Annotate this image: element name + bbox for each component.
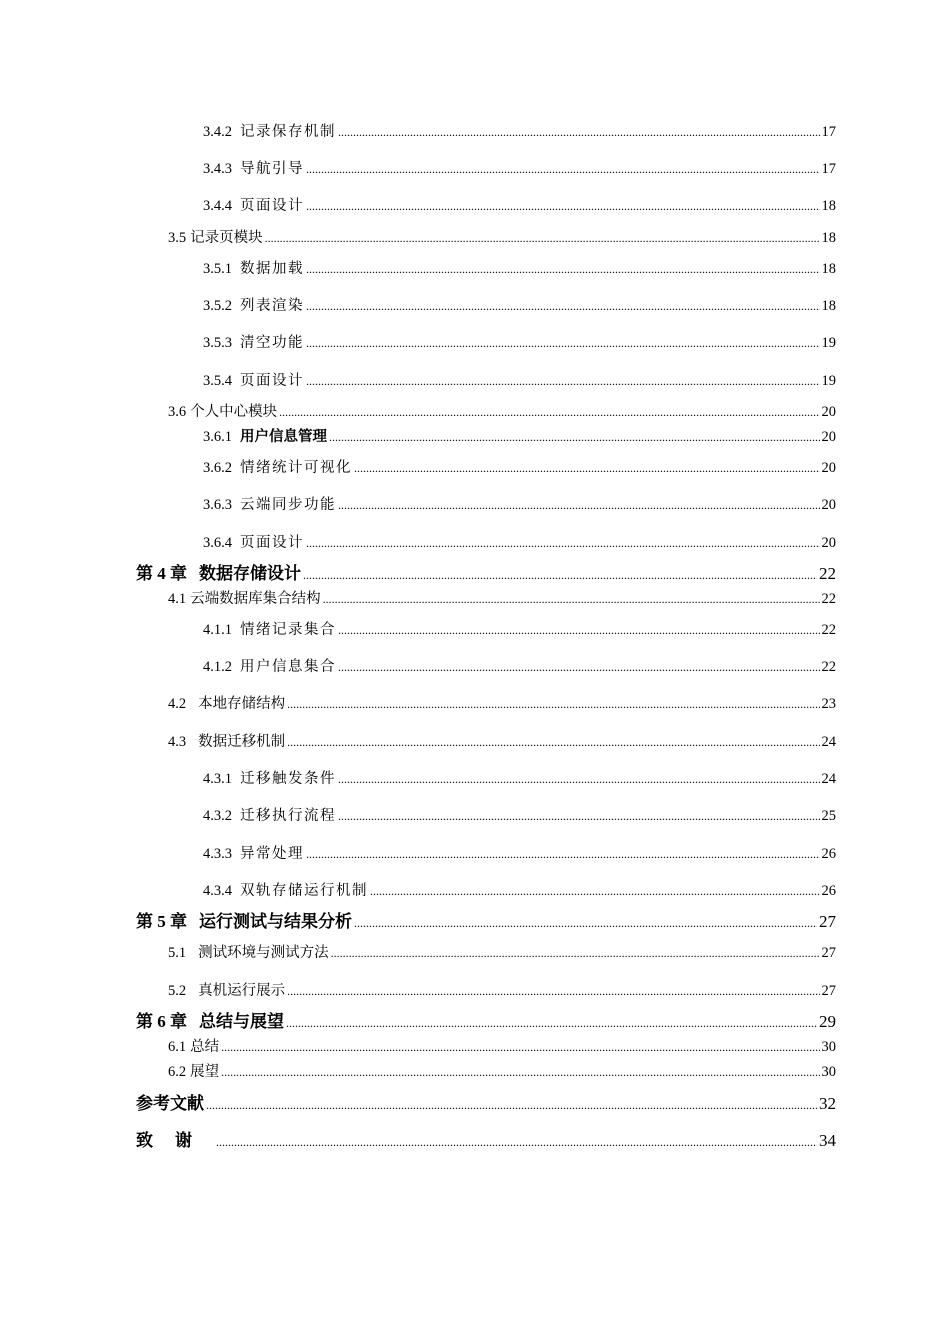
toc-leader-dots	[354, 459, 820, 477]
toc-number: 4.1.2	[203, 659, 232, 675]
toc-entry-3-5-4[interactable]	[203, 372, 836, 390]
toc-number: 4.3.3	[203, 846, 232, 862]
toc-page-number: 27	[821, 945, 836, 961]
toc-entry-4-3-2[interactable]	[203, 807, 836, 825]
toc-number: 第 5 章	[136, 912, 187, 931]
toc-entry-references[interactable]	[136, 1094, 836, 1115]
toc-page-number: 20	[821, 404, 836, 420]
toc-page-number: 30	[821, 1064, 836, 1080]
toc-entry-3-5-2[interactable]	[203, 297, 836, 315]
toc-number: 3.5.1	[203, 261, 232, 277]
toc-entry-4-3[interactable]	[168, 733, 836, 751]
toc-page-number: 19	[821, 335, 836, 351]
toc-leader-dots	[287, 733, 819, 751]
toc-title: 页面设计	[240, 198, 304, 214]
toc-page-number: 32	[819, 1094, 836, 1113]
toc-page-number: 22	[821, 591, 836, 607]
toc-leader-dots	[338, 770, 820, 788]
toc-entry-3-4-2[interactable]	[203, 123, 836, 141]
toc-page-number: 26	[821, 883, 836, 899]
toc-entry-4-3-1[interactable]	[203, 770, 836, 788]
toc-title: 页面设计	[240, 373, 304, 389]
toc-leader-dots	[306, 845, 820, 863]
toc-number: 3.6	[168, 404, 187, 420]
toc-number: 3.5	[168, 230, 187, 246]
toc-number: 3.4.4	[203, 198, 232, 214]
toc-entry-3-6-1[interactable]	[203, 428, 836, 446]
toc-leader-dots	[354, 913, 817, 933]
toc-page-number: 26	[821, 846, 836, 862]
toc-title: 情绪记录集合	[240, 622, 336, 638]
toc-leader-dots	[338, 807, 820, 825]
toc-title: 页面设计	[240, 535, 304, 551]
toc-entry-4-1[interactable]	[168, 590, 836, 608]
toc-entry-3-6[interactable]	[168, 403, 836, 421]
toc-title: 总结与展望	[199, 1012, 284, 1031]
toc-page-number: 20	[821, 497, 836, 513]
toc-entry-3-5-3[interactable]	[203, 334, 836, 352]
toc-title: 展望	[190, 1064, 220, 1080]
toc-page-number: 34	[819, 1131, 836, 1150]
toc-page-number: 18	[821, 261, 836, 277]
toc-number: 4.3.4	[203, 883, 232, 899]
toc-title: 数据加载	[240, 261, 304, 277]
toc-number: 5.2	[168, 983, 187, 999]
toc-title: 个人中心模块	[190, 404, 278, 420]
toc-page-number: 22	[821, 659, 836, 675]
toc-title: 运行测试与结果分析	[199, 912, 352, 931]
toc-page-number: 18	[821, 298, 836, 314]
toc-page-number: 24	[821, 771, 836, 787]
toc-number: 4.3.1	[203, 771, 232, 787]
toc-entry-3-5[interactable]	[168, 229, 836, 247]
toc-page-number: 18	[821, 230, 836, 246]
toc-leader-dots	[216, 1132, 817, 1152]
toc-leader-dots	[306, 197, 820, 215]
toc-page-number: 22	[819, 564, 836, 583]
toc-title: 测试环境与测试方法	[198, 945, 329, 961]
toc-number: 4.2	[168, 696, 187, 712]
toc-leader-dots	[338, 123, 820, 141]
toc-entry-6-2[interactable]	[168, 1063, 836, 1081]
toc-entry-5-1[interactable]	[168, 944, 836, 962]
toc-page-number: 29	[819, 1012, 836, 1031]
toc-number: 3.6.4	[203, 535, 232, 551]
toc-page-number: 25	[821, 808, 836, 824]
toc-number: 6.1	[168, 1039, 187, 1055]
toc-number: 4.1	[168, 591, 187, 607]
toc-title: 异常处理	[240, 846, 304, 862]
toc-title: 清空功能	[240, 335, 304, 351]
toc-leader-dots	[286, 1013, 817, 1033]
toc-leader-dots	[221, 1063, 819, 1081]
toc-entry-3-4-4[interactable]	[203, 197, 836, 215]
toc-title: 双轨存储运行机制	[240, 883, 368, 899]
toc-leader-dots	[329, 428, 820, 446]
toc-number: 4.1.1	[203, 622, 232, 638]
toc-title: 本地存储结构	[198, 696, 286, 712]
toc-title: 致谢	[136, 1131, 214, 1150]
toc-page-number: 17	[821, 124, 836, 140]
toc-entry-4-1-1[interactable]	[203, 621, 836, 639]
toc-entry-3-6-3[interactable]	[203, 496, 836, 514]
toc-title: 云端同步功能	[240, 497, 336, 513]
toc-number: 3.4.3	[203, 161, 232, 177]
toc-leader-dots	[306, 160, 820, 178]
toc-title: 真机运行展示	[198, 983, 286, 999]
toc-leader-dots	[306, 534, 820, 552]
toc-entry-4-3-3[interactable]	[203, 845, 836, 863]
toc-entry-acknowledgements[interactable]	[136, 1131, 836, 1152]
toc-entry-3-6-2[interactable]	[203, 459, 836, 477]
toc-number: 6.2	[168, 1064, 187, 1080]
toc-number: 4.3.2	[203, 808, 232, 824]
toc-number: 3.6.2	[203, 460, 232, 476]
toc-leader-dots	[370, 882, 820, 900]
toc-title: 总结	[190, 1039, 220, 1055]
toc-leader-dots	[338, 496, 820, 514]
toc-page-number: 18	[821, 198, 836, 214]
toc-leader-dots	[323, 590, 820, 608]
toc-title: 迁移触发条件	[240, 771, 336, 787]
toc-title: 迁移执行流程	[240, 808, 336, 824]
toc-number: 3.6.3	[203, 497, 232, 513]
toc-title: 数据存储设计	[199, 564, 301, 583]
toc-title: 用户信息集合	[240, 659, 336, 675]
toc-page-number: 20	[821, 535, 836, 551]
toc-leader-dots	[221, 1038, 819, 1056]
toc-page-number: 27	[821, 983, 836, 999]
toc-page-number: 24	[821, 734, 836, 750]
toc-entry-3-5-1[interactable]	[203, 260, 836, 278]
toc-number: 3.5.2	[203, 298, 232, 314]
toc-entry-6-1[interactable]	[168, 1038, 836, 1056]
toc-number: 3.5.3	[203, 335, 232, 351]
toc-page-number: 17	[821, 161, 836, 177]
toc-leader-dots	[265, 229, 820, 247]
toc-leader-dots	[338, 621, 820, 639]
toc-number: 5.1	[168, 945, 187, 961]
toc-leader-dots	[338, 658, 820, 676]
toc-page-number: 30	[821, 1039, 836, 1055]
toc-entry-3-4-3[interactable]	[203, 160, 836, 178]
toc-entry-5-2[interactable]	[168, 982, 836, 1000]
toc-number: 3.5.4	[203, 373, 232, 389]
toc-title: 参考文献	[136, 1094, 204, 1113]
toc-page-number: 20	[821, 429, 836, 445]
toc-leader-dots	[306, 260, 820, 278]
toc-entry-4-2[interactable]	[168, 695, 836, 713]
toc-leader-dots	[306, 334, 820, 352]
toc-page-number: 27	[819, 912, 836, 931]
toc-entry-chapter-5[interactable]	[136, 912, 836, 933]
toc-number: 3.6.1	[203, 429, 232, 445]
toc-leader-dots	[206, 1095, 817, 1115]
toc-entry-4-3-4[interactable]	[203, 882, 836, 900]
toc-leader-dots	[287, 982, 819, 1000]
toc-title: 记录页模块	[190, 230, 263, 246]
toc-leader-dots	[287, 695, 819, 713]
toc-number: 第 6 章	[136, 1012, 187, 1031]
toc-leader-dots	[279, 403, 819, 421]
toc-entry-chapter-4[interactable]	[136, 564, 836, 585]
toc-title: 导航引导	[240, 161, 304, 177]
toc-page-number: 20	[821, 460, 836, 476]
toc-title: 记录保存机制	[240, 124, 336, 140]
toc-number: 第 4 章	[136, 564, 187, 583]
toc-entry-4-1-2[interactable]	[203, 658, 836, 676]
toc-leader-dots	[303, 565, 817, 585]
toc-title: 云端数据库集合结构	[190, 591, 321, 607]
toc-title: 用户信息管理	[240, 429, 327, 445]
toc-leader-dots	[306, 372, 820, 390]
toc-leader-dots	[306, 297, 820, 315]
toc-number: 4.3	[168, 734, 187, 750]
toc-page-number: 23	[821, 696, 836, 712]
toc-page-number: 22	[821, 622, 836, 638]
toc-title: 数据迁移机制	[198, 734, 286, 750]
toc-title: 列表渲染	[240, 298, 304, 314]
toc-entry-3-6-4[interactable]	[203, 534, 836, 552]
toc-leader-dots	[331, 944, 820, 962]
toc-page-number: 19	[821, 373, 836, 389]
toc-number: 3.4.2	[203, 124, 232, 140]
toc-title: 情绪统计可视化	[240, 460, 352, 476]
toc-entry-chapter-6[interactable]	[136, 1012, 836, 1033]
